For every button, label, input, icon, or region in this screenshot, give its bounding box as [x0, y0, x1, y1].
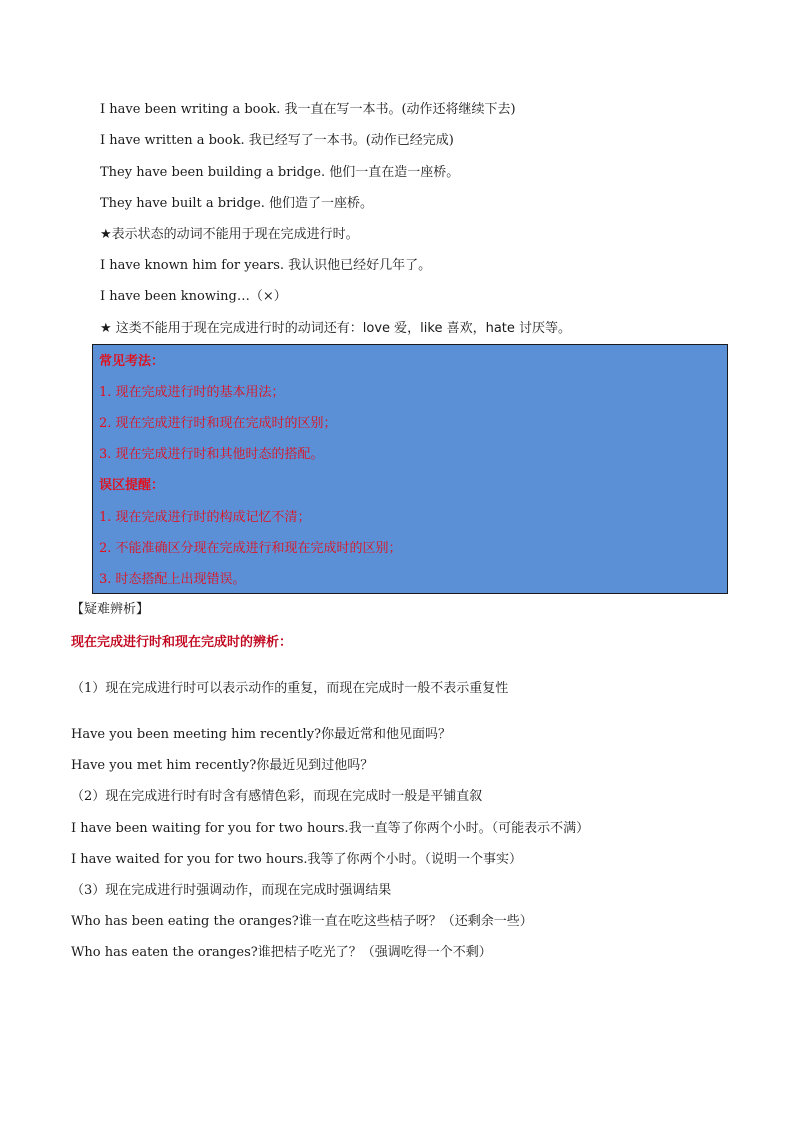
example-line: Who has eaten the oranges?谁把桔子吃光了？（强调吃得一个不剩） — [71, 945, 492, 960]
example-line: Who has been eating the oranges?谁一直在吃这些桔子呀？（还剩余一些） — [71, 914, 533, 929]
exam-item: 1. 现在完成进行时的基本用法； — [99, 385, 285, 400]
mistake-heading: 误区提醒： — [99, 478, 165, 493]
example-line: I have been waiting for you for two hours.我一直等了你两个小时。（可能表示不满） — [71, 821, 590, 836]
point-heading: （1）现在完成进行时可以表示动作的重复，而现在完成时一般不表示重复性 — [71, 681, 509, 696]
note-line: ★ 这类不能用于现在完成进行时的动词还有：love 爱，like 喜欢，hate 讨厌等。 — [100, 321, 572, 336]
mistake-item: 1. 现在完成进行时的构成记忆不清； — [99, 510, 311, 525]
example-line: Have you met him recently?你最近见到过他吗？ — [71, 758, 374, 773]
exam-tips-box — [92, 344, 728, 594]
example-line: I have been writing a book. 我一直在写一本书。(动作还将继续下去) — [100, 102, 516, 117]
exam-heading: 常见考法： — [99, 354, 165, 369]
example-line: They have been building a bridge. 他们一直在造一座桥。 — [100, 165, 460, 180]
example-line: I have written a book. 我已经写了一本书。(动作已经完成) — [100, 133, 454, 148]
section-title: 现在完成进行时和现在完成时的辨析： — [71, 635, 293, 650]
exam-item: 3. 现在完成进行时和其他时态的搭配。 — [99, 447, 324, 462]
section-label: 【疑难辨析】 — [71, 602, 150, 617]
exam-item: 2. 现在完成进行时和现在完成时的区别； — [99, 416, 337, 431]
point-heading: （3）现在完成进行时强调动作，而现在完成时强调结果 — [71, 883, 392, 898]
mistake-item: 2. 不能准确区分现在完成进行和现在完成时的区别； — [99, 541, 402, 556]
example-line: I have waited for you for two hours.我等了你两个小时。（说明一个事实） — [71, 852, 523, 867]
mistake-item: 3. 时态搭配上出现错误。 — [99, 572, 246, 587]
point-heading: （2）现在完成进行时有时含有感情色彩，而现在完成时一般是平铺直叙 — [71, 789, 483, 804]
example-line: I have been knowing…（×） — [100, 289, 287, 304]
example-line: Have you been meeting him recently?你最近常和他见面吗？ — [71, 727, 452, 742]
note-line: ★表示状态的动词不能用于现在完成进行时。 — [100, 227, 359, 242]
example-line: They have built a bridge. 他们造了一座桥。 — [100, 196, 374, 211]
example-line: I have known him for years. 我认识他已经好几年了。 — [100, 258, 432, 273]
